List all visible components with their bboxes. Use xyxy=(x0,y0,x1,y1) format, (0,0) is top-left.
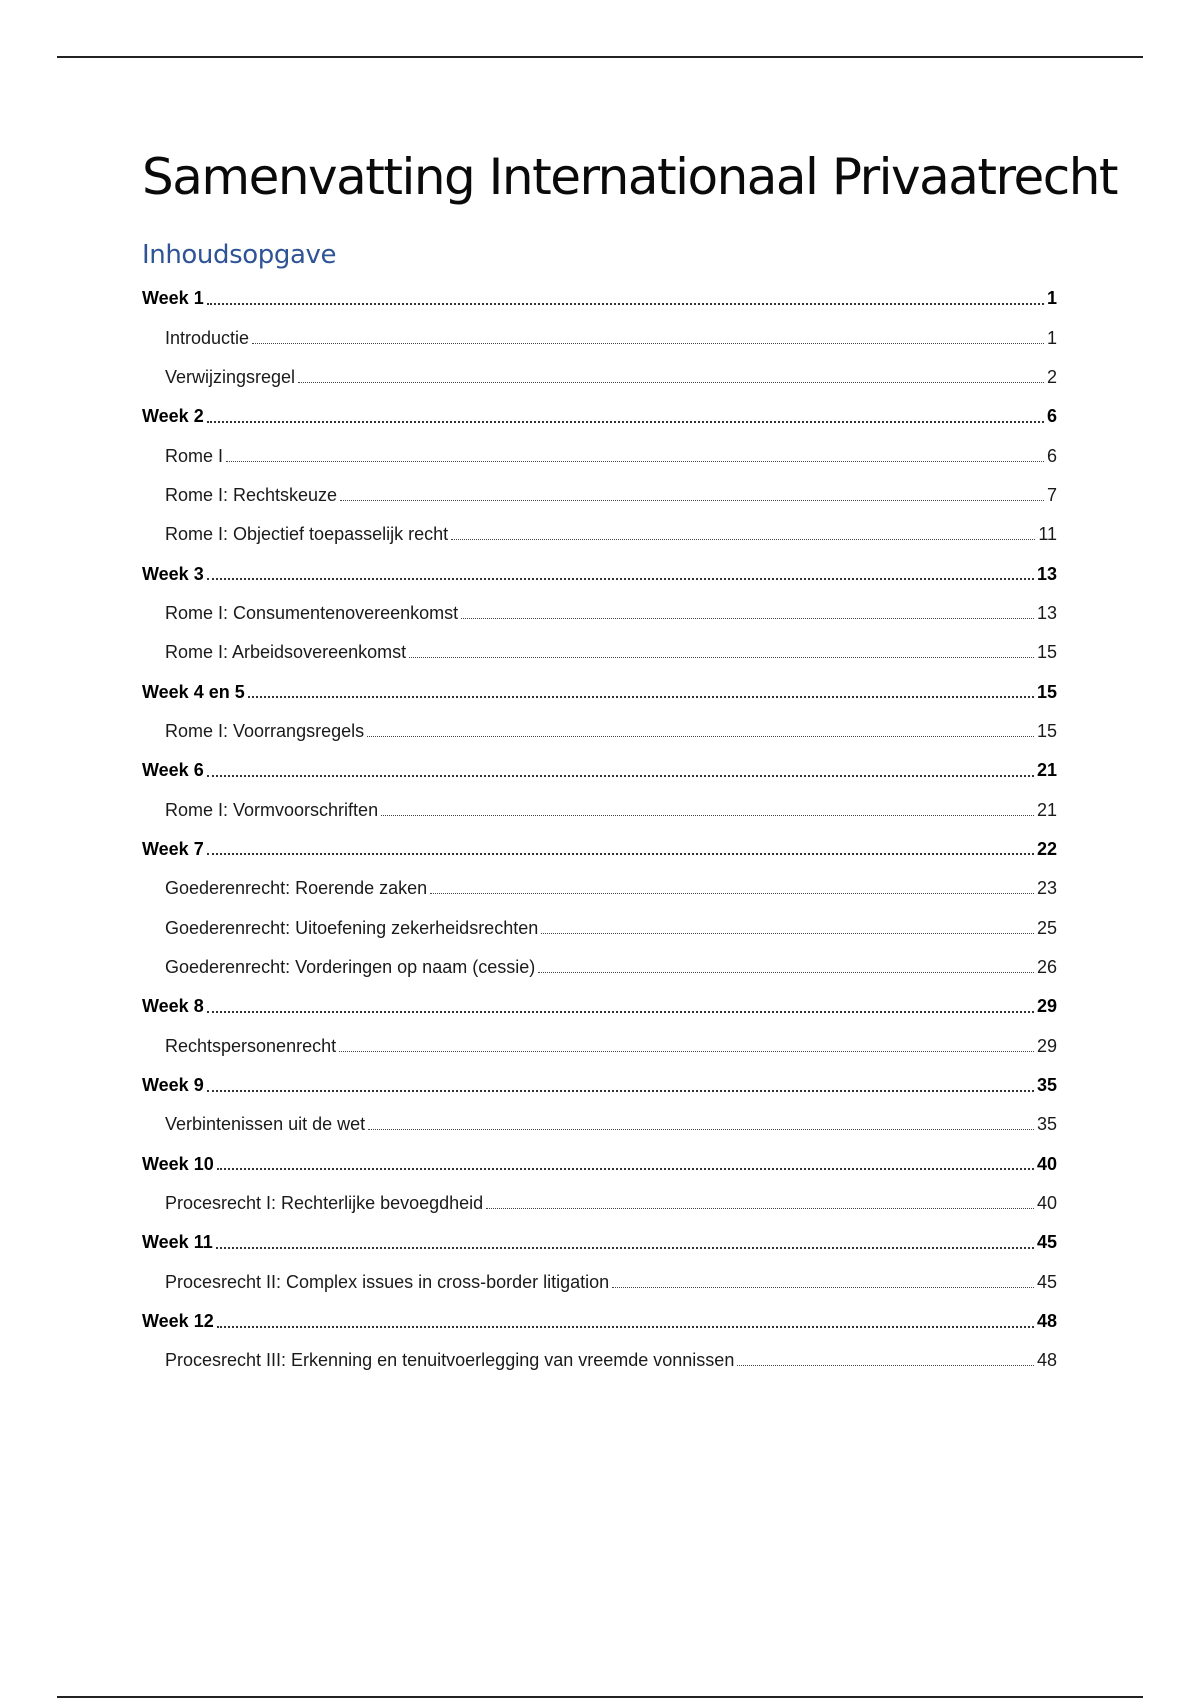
toc-entry-label: Verbintenissen uit de wet xyxy=(165,1114,366,1135)
toc-entry-section[interactable] xyxy=(142,436,1057,475)
toc-entry-page-number: 15 xyxy=(1036,642,1057,663)
toc-dot-leader xyxy=(207,1072,1034,1092)
toc-entry-week[interactable] xyxy=(142,987,1057,1026)
toc-dot-leader xyxy=(339,1033,1034,1052)
toc-entry-label: Week 4 en 5 xyxy=(142,681,245,702)
toc-dot-leader xyxy=(207,403,1044,423)
toc-entry-label: Rome I: Vormvoorschriften xyxy=(165,799,379,820)
toc-entry-label: Week 7 xyxy=(142,838,204,859)
toc-dot-leader xyxy=(248,678,1034,698)
toc-entry-page-number: 29 xyxy=(1036,1035,1057,1056)
toc-entry-label: Rome I xyxy=(165,445,224,466)
toc-entry-label: Week 1 xyxy=(142,288,204,309)
toc-entry-week[interactable] xyxy=(142,830,1057,869)
toc-entry-page-number: 1 xyxy=(1046,327,1057,348)
toc-entry-section[interactable] xyxy=(142,318,1057,357)
toc-entry-page-number: 45 xyxy=(1036,1232,1057,1253)
toc-entry-page-number: 25 xyxy=(1036,917,1057,938)
toc-dot-leader xyxy=(430,875,1034,894)
toc-entry-section[interactable] xyxy=(142,515,1057,554)
toc-dot-leader xyxy=(368,1111,1034,1130)
toc-entry-label: Week 12 xyxy=(142,1311,214,1332)
toc-entry-section[interactable] xyxy=(142,948,1057,987)
toc-dot-leader xyxy=(207,835,1034,855)
toc-entry-label: Procesrecht III: Erkenning en tenuitvoerlegging van vreemde vonnissen xyxy=(165,1350,735,1371)
toc-dot-leader xyxy=(207,560,1034,580)
toc-entry-label: Week 11 xyxy=(142,1232,213,1253)
toc-dot-leader xyxy=(541,915,1034,934)
toc-entry-page-number: 21 xyxy=(1036,760,1057,781)
toc-dot-leader xyxy=(461,600,1034,619)
toc-dot-leader xyxy=(381,797,1034,816)
toc-entry-page-number: 15 xyxy=(1036,720,1057,741)
toc-entry-page-number: 13 xyxy=(1036,602,1057,623)
toc-dot-leader xyxy=(367,718,1034,737)
toc-entry-section[interactable] xyxy=(142,869,1057,908)
toc-entry-page-number: 21 xyxy=(1036,799,1057,820)
toc-entry-week[interactable] xyxy=(142,751,1057,790)
toc-entry-label: Introductie xyxy=(165,327,250,348)
toc-dot-leader xyxy=(217,1150,1034,1170)
toc-dot-leader xyxy=(451,521,1035,540)
toc-dot-leader xyxy=(252,325,1044,344)
toc-entry-page-number: 23 xyxy=(1036,878,1057,899)
toc-entry-week[interactable] xyxy=(142,1066,1057,1105)
toc-entry-week[interactable] xyxy=(142,279,1057,318)
toc-entry-label: Procesrecht I: Rechterlijke bevoegdheid xyxy=(165,1193,484,1214)
toc-entry-page-number: 13 xyxy=(1036,563,1057,584)
toc-dot-leader xyxy=(298,364,1044,383)
toc-entry-page-number: 35 xyxy=(1036,1114,1057,1135)
footer-rule xyxy=(57,1696,1143,1698)
toc-entry-page-number: 35 xyxy=(1036,1075,1057,1096)
toc-entry-section[interactable] xyxy=(142,1105,1057,1144)
toc-entry-page-number: 1 xyxy=(1046,288,1057,309)
toc-entry-section[interactable] xyxy=(142,1263,1057,1302)
toc-entry-page-number: 29 xyxy=(1036,996,1057,1017)
toc-entry-page-number: 15 xyxy=(1036,681,1057,702)
toc-entry-label: Goederenrecht: Roerende zaken xyxy=(165,878,428,899)
toc-entry-page-number: 48 xyxy=(1036,1311,1057,1332)
toc-entry-label: Rome I: Arbeidsovereenkomst xyxy=(165,642,407,663)
toc-dot-leader xyxy=(538,954,1034,973)
toc-entry-label: Verwijzingsregel xyxy=(165,366,296,387)
toc-dot-leader xyxy=(226,443,1044,462)
toc-dot-leader xyxy=(486,1190,1034,1209)
toc-entry-week[interactable] xyxy=(142,1223,1057,1262)
toc-entry-label: Week 6 xyxy=(142,760,204,781)
toc-entry-week[interactable] xyxy=(142,397,1057,436)
toc-entry-week[interactable] xyxy=(142,1145,1057,1184)
toc-entry-label: Week 10 xyxy=(142,1153,214,1174)
toc-entry-label: Rechtspersonenrecht xyxy=(165,1035,337,1056)
toc-entry-label: Week 9 xyxy=(142,1075,204,1096)
toc-entry-section[interactable] xyxy=(142,790,1057,829)
toc-entry-page-number: 7 xyxy=(1046,484,1057,505)
toc-entry-page-number: 40 xyxy=(1036,1153,1057,1174)
toc-entry-page-number: 26 xyxy=(1036,957,1057,978)
toc-entry-section[interactable] xyxy=(142,1027,1057,1066)
document-title: Samenvatting Internationaal Privaatrecht xyxy=(142,148,1118,206)
toc-entry-page-number: 45 xyxy=(1036,1271,1057,1292)
toc-entry-section[interactable] xyxy=(142,358,1057,397)
toc-dot-leader xyxy=(207,993,1034,1013)
header-rule xyxy=(57,56,1143,58)
toc-entry-page-number: 11 xyxy=(1038,524,1057,545)
toc-entry-label: Rome I: Rechtskeuze xyxy=(165,484,338,505)
toc-entry-label: Rome I: Consumentenovereenkomst xyxy=(165,602,459,623)
toc-entry-label: Week 3 xyxy=(142,563,204,584)
toc-entry-page-number: 40 xyxy=(1036,1193,1057,1214)
toc-entry-section[interactable] xyxy=(142,1184,1057,1223)
table-of-contents xyxy=(142,279,1057,1381)
toc-entry-section[interactable] xyxy=(142,633,1057,672)
toc-dot-leader xyxy=(612,1269,1034,1288)
toc-dot-leader xyxy=(207,285,1044,305)
toc-entry-page-number: 2 xyxy=(1046,366,1057,387)
toc-entry-page-number: 6 xyxy=(1046,445,1057,466)
toc-entry-section[interactable] xyxy=(142,1341,1057,1380)
toc-dot-leader xyxy=(737,1347,1034,1366)
toc-dot-leader xyxy=(216,1229,1034,1249)
toc-entry-page-number: 22 xyxy=(1036,838,1057,859)
toc-entry-label: Rome I: Objectief toepasselijk recht xyxy=(165,524,449,545)
toc-entry-section[interactable] xyxy=(142,909,1057,948)
toc-entry-section[interactable] xyxy=(142,476,1057,515)
toc-entry-label: Goederenrecht: Vorderingen op naam (cessie) xyxy=(165,957,536,978)
toc-entry-section[interactable] xyxy=(142,594,1057,633)
toc-entry-week[interactable] xyxy=(142,672,1057,711)
toc-entry-label: Week 8 xyxy=(142,996,204,1017)
toc-dot-leader xyxy=(409,639,1034,658)
toc-entry-label: Goederenrecht: Uitoefening zekerheidsrechten xyxy=(165,917,539,938)
toc-entry-page-number: 48 xyxy=(1036,1350,1057,1371)
toc-entry-section[interactable] xyxy=(142,712,1057,751)
toc-dot-leader xyxy=(340,482,1044,501)
toc-entry-page-number: 6 xyxy=(1046,406,1057,427)
toc-dot-leader xyxy=(217,1308,1034,1328)
toc-entry-label: Procesrecht II: Complex issues in cross-border litigation xyxy=(165,1271,610,1292)
toc-heading: Inhoudsopgave xyxy=(142,240,337,270)
toc-entry-week[interactable] xyxy=(142,554,1057,593)
toc-entry-label: Rome I: Voorrangsregels xyxy=(165,720,365,741)
toc-dot-leader xyxy=(207,757,1034,777)
toc-entry-label: Week 2 xyxy=(142,406,204,427)
toc-entry-week[interactable] xyxy=(142,1302,1057,1341)
